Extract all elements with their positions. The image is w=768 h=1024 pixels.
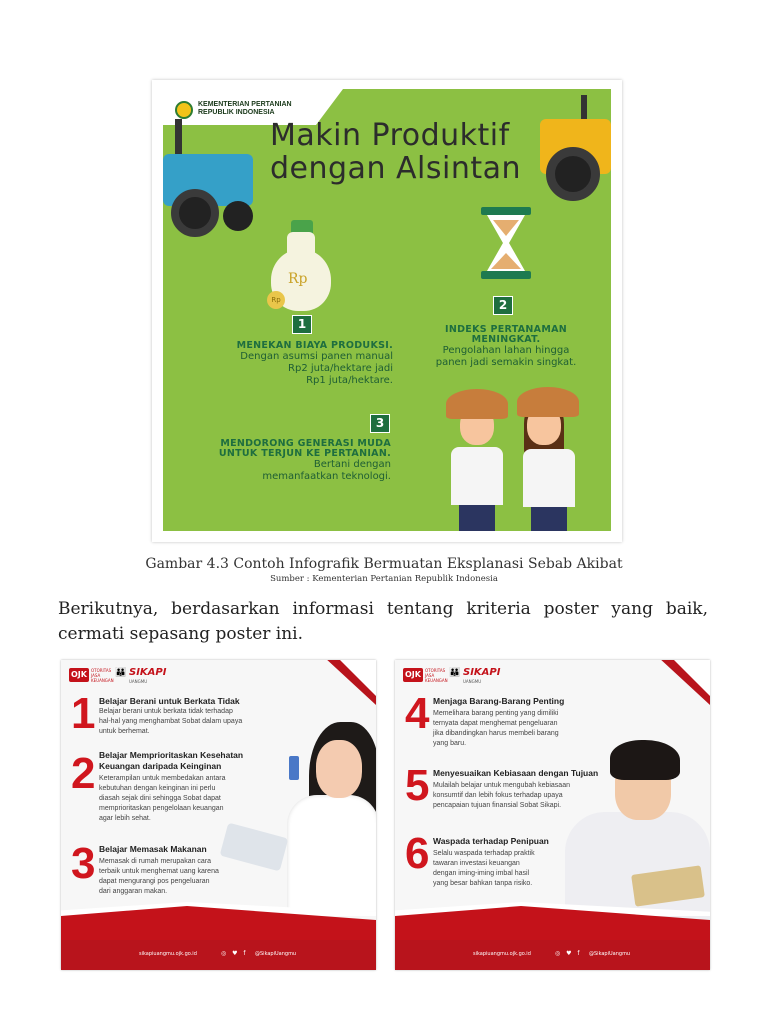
title-line2: dengan Alsintan <box>270 151 521 186</box>
point-3-heading-line2: UNTUK TERJUN KE PERTANIAN. <box>218 448 391 459</box>
ojk-subtitle: OTORITAS JASA KEUANGAN <box>425 668 448 683</box>
ojk-logo: OJK <box>403 668 423 682</box>
figure-source: Sumber : Kementerian Pertanian Republik Indonesia <box>270 574 498 584</box>
infographic-panel <box>163 89 611 531</box>
ministry-name <box>198 101 292 117</box>
point-3-text-line2: memanfaatkan teknologi. <box>262 471 391 482</box>
sikapi-subtitle: UANGMU <box>463 679 482 684</box>
social-icons: ◎ ♥ f <box>221 950 248 957</box>
tip-number-6: 6 <box>405 829 430 878</box>
point-number-1: 1 <box>292 315 312 334</box>
title-line1: Makin Produktif <box>270 118 510 153</box>
family-icon: 👪 <box>449 668 461 678</box>
sikapi-subtitle: UANGMU <box>129 679 148 684</box>
point-1 <box>203 341 393 387</box>
point-2-heading-line2: MENINGKAT. <box>471 334 541 345</box>
tip-number-2: 2 <box>71 749 96 798</box>
body-paragraph: Berikutnya, berdasarkan informasi tentang kriteria poster yang baik, cermati sepasang poster ini. <box>58 599 708 644</box>
tip-5: Menyesuaikan Kebiasaan dengan Tujuan Mulailah belajar untuk mengubah kebiasaan konsumtif dan lebih fokus terhadap upaya pencapaian tujuan finansial Sobat Sikapi. <box>433 768 599 809</box>
point-number-2: 2 <box>493 296 513 315</box>
ojk-subtitle: OTORITAS JASA KEUANGAN <box>91 668 114 683</box>
point-2-heading-line1: INDEKS PERTANAMAN <box>445 324 567 335</box>
infographic-frame <box>152 80 622 542</box>
figure-caption: Gambar 4.3 Contoh Infografik Bermuatan Eksplanasi Sebab Akibat <box>145 556 623 572</box>
coin-label: Rp <box>267 291 285 309</box>
ojk-logo: OJK <box>69 668 89 682</box>
point-1-heading: MENEKAN BIAYA PRODUKSI. <box>236 340 393 351</box>
tip-number-1: 1 <box>71 689 96 738</box>
point-2-text-line1: Pengolahan lahan hingga <box>442 345 570 356</box>
bag-label: Rp <box>288 271 308 287</box>
ministry-name-line2: REPUBLIK INDONESIA <box>198 109 275 116</box>
social-icons: ◎ ♥ f <box>555 950 582 957</box>
footer-handle: @SikapiUangmu <box>255 951 297 957</box>
poster-footer <box>395 940 710 970</box>
poster-left <box>61 660 376 970</box>
poster-right <box>395 660 710 970</box>
footer-website: sikapiuangmu.ojk.go.id <box>139 951 197 957</box>
footer-handle: @SikapiUangmu <box>589 951 631 957</box>
point-3-heading-line1: MENDORONG GENERASI MUDA <box>220 438 391 449</box>
point-1-text-line3: Rp1 juta/hektare. <box>306 375 393 386</box>
ministry-name-line1: KEMENTERIAN PERTANIAN <box>198 101 292 108</box>
infographic-title <box>270 119 521 185</box>
tip-number-4: 4 <box>405 689 430 738</box>
point-2-text-line2: panen jadi semakin singkat. <box>435 357 577 368</box>
tip-2: Belajar Memprioritaskan Kesehatan Keuangan daripada Keinginan Keterampilan untuk membedakan antara kebutuhan dengan keinginan ini perlu diasah sejak dini sehingga Sobat dapat memprioritaskan pengelolaan keuangan agar lebih sehat. <box>99 750 244 822</box>
sikapi-logo: SIKAPI <box>129 667 167 678</box>
point-1-text-line2: Rp2 juta/hektare jadi <box>288 363 393 374</box>
ministry-logo-icon <box>175 101 193 119</box>
point-3-text-line1: Bertani dengan <box>313 459 391 470</box>
tip-4: Menjaga Barang-Barang Penting Memelihara barang penting yang dimiliki ternyata dapat menghemat pengeluaran jika dibandingkan harus membeli barang yang baru. <box>433 696 565 747</box>
tip-6: Waspada terhadap Penipuan Selalu waspada terhadap praktik tawaran investasi keuangan dengan iming-iming imbal hasil yang besar bahkan tanpa risiko. <box>433 836 549 887</box>
point-1-text-line1: Dengan asumsi panen manual <box>240 351 393 362</box>
footer-website: sikapiuangmu.ojk.go.id <box>473 951 531 957</box>
point-2 <box>411 325 601 369</box>
tip-number-3: 3 <box>71 839 96 888</box>
poster-footer <box>61 940 376 970</box>
point-3 <box>195 439 391 483</box>
tip-number-5: 5 <box>405 761 430 810</box>
sikapi-logo: SIKAPI <box>463 667 501 678</box>
family-icon: 👪 <box>115 668 127 678</box>
tip-3: Belajar Memasak Makanan Memasak di rumah merupakan cara terbaik untuk menghemat uang karena dapat mengurangi pos pengeluaran dari anggaran makan. <box>99 844 219 895</box>
tip-1-title: Belajar Berani untuk Berkata Tidak <box>99 696 240 706</box>
tip-1: Belajar Berani untuk Berkata Tidak Belajar berani untuk berkata tidak terhadap hal-hal yang menghambat Sobat dalam upaya untuk berhemat. <box>99 696 279 737</box>
credit-card-icon <box>289 756 299 780</box>
point-number-3: 3 <box>370 414 390 433</box>
